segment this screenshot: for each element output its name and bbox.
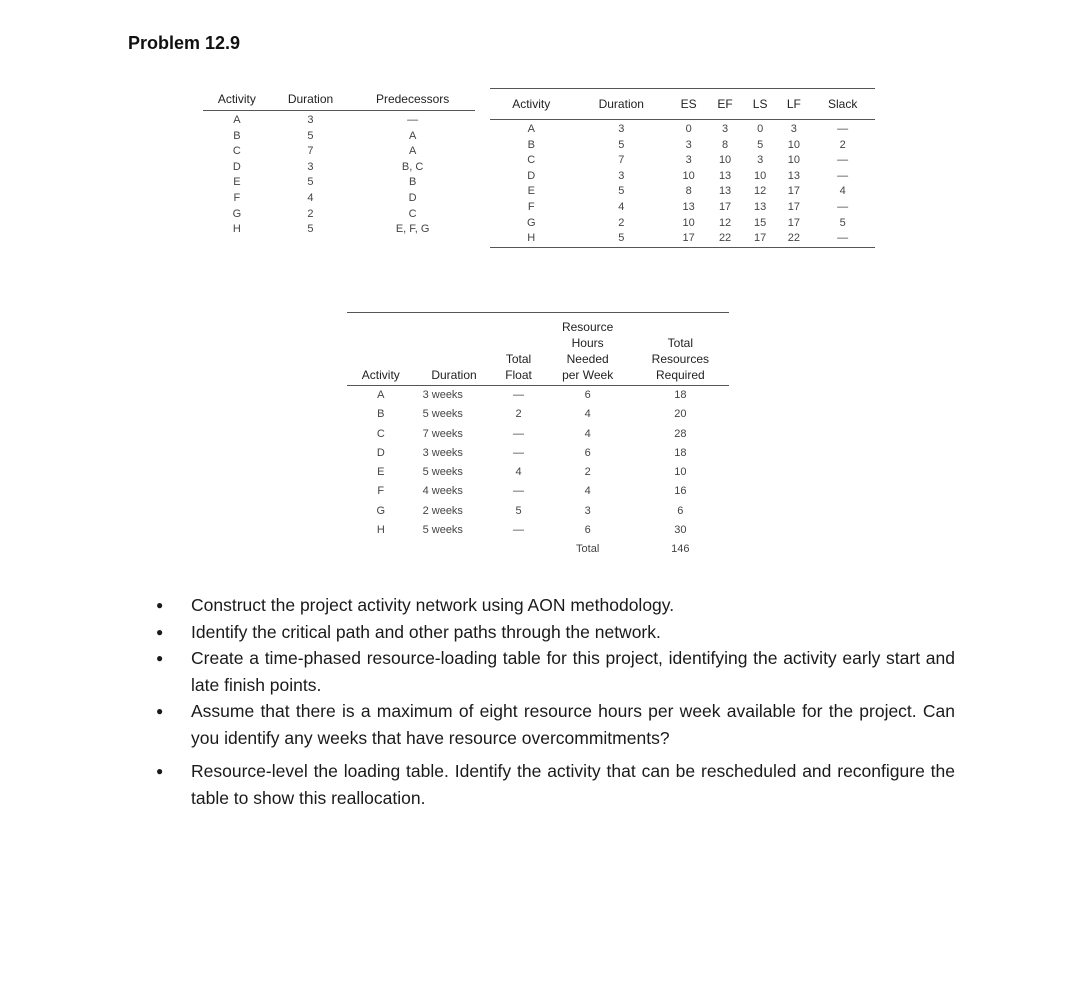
cell-total: 18 (674, 389, 687, 401)
header-lf: LF (777, 89, 810, 120)
cell-es: 17 (670, 231, 707, 247)
header-activity: Activity (490, 89, 572, 120)
cell-slack: 5 (839, 216, 846, 229)
header-es: ES (670, 89, 707, 120)
cell-es: 3 (685, 154, 692, 167)
cell-activity: H (232, 223, 241, 236)
cell-total: 28 (674, 427, 687, 440)
header-rh-line4: per Week (562, 368, 614, 382)
cell-ls: 13 (754, 200, 767, 213)
cell-duration: 3 (307, 114, 314, 126)
header-ls: LS (743, 89, 777, 120)
cell-total: 6 (677, 504, 684, 517)
header-duration: Duration (271, 88, 351, 111)
list-item: ● Assume that there is a maximum of eight resource hours per week available for the project. Can you identify any weeks that have resource overcommitments? (150, 698, 955, 751)
cell-lf: 17 (787, 200, 800, 213)
cell-lf: 3 (790, 123, 797, 135)
cell-activity: A (377, 389, 385, 401)
header-total-float-line1: Total (505, 352, 532, 366)
table-row (203, 222, 475, 238)
cell-float: 5 (515, 504, 522, 517)
task-list (150, 592, 955, 811)
header-total-float-line2: Float (505, 368, 532, 382)
page-title: Problem 12.9 (128, 33, 241, 53)
cell-ls: 17 (743, 231, 777, 247)
list-item: ● Identify the critical path and other paths through the network. (150, 619, 955, 646)
cell-predecessors: A (408, 145, 417, 158)
table-row (347, 405, 729, 424)
cell-duration: 4 weeks (422, 485, 463, 498)
cell-hours: 4 (584, 408, 591, 421)
table-row (347, 425, 729, 444)
cell-activity: D (232, 160, 241, 173)
cell-slack: — (837, 200, 849, 213)
list-item: ● Resource-level the loading table. Identify the activity that can be rescheduled and reconfigure the table to show this reallocation. (150, 758, 955, 811)
cell-es: 10 (682, 169, 695, 182)
cell-ef: 10 (718, 154, 732, 167)
cell-hours: 3 (584, 504, 591, 517)
cell-duration: 7 (307, 145, 314, 158)
cell-hours: 4 (584, 485, 591, 498)
header-ef: EF (707, 89, 743, 120)
table-row (203, 111, 475, 129)
header-predecessors: Predecessors (350, 88, 475, 111)
cell-duration: 3 (618, 169, 625, 182)
table-row (347, 482, 729, 501)
cell-es: 13 (682, 200, 695, 213)
cell-ls: 5 (757, 138, 764, 151)
cell-total: 18 (674, 446, 687, 459)
cell-predecessors: C (408, 207, 417, 220)
header-tr-line2: Resources (651, 352, 710, 366)
cell-lf: 10 (787, 154, 800, 167)
cell-ls: 10 (754, 169, 767, 182)
cell-activity: E (233, 176, 241, 189)
table-row (490, 231, 875, 247)
cell-activity: H (490, 231, 572, 247)
cell-activity: F (233, 191, 241, 204)
header-total-float (493, 313, 543, 386)
cell-ef: 13 (718, 185, 732, 198)
cell-activity: C (376, 427, 385, 440)
cell-slack: — (837, 169, 849, 182)
table-header-row (203, 88, 475, 111)
cell-float: — (513, 446, 525, 459)
cell-lf: 10 (787, 138, 800, 151)
cell-total: 10 (674, 466, 687, 479)
cell-activity: C (527, 154, 536, 167)
cell-ef: 22 (707, 231, 743, 247)
cell-duration: 7 weeks (422, 427, 463, 440)
predecessor-table (203, 88, 475, 238)
cell-predecessors: — (407, 114, 419, 126)
header-activity: Activity (203, 88, 271, 111)
cell-ef: 8 (722, 138, 729, 151)
cell-duration: 5 (618, 185, 625, 198)
cell-slack: — (837, 123, 849, 135)
cell-duration: 4 (307, 191, 314, 204)
table-row (203, 207, 475, 223)
table-row (203, 175, 475, 191)
cell-ls: 12 (754, 185, 767, 198)
cell-duration: 5 weeks (422, 408, 463, 421)
cell-total: 16 (674, 485, 687, 498)
cell-ef: 3 (722, 123, 729, 135)
cell-duration: 2 (307, 207, 314, 220)
table-row (203, 144, 475, 160)
cell-duration: 5 weeks (422, 524, 463, 537)
cell-duration: 5 (618, 138, 625, 151)
list-item: ● Construct the project activity network using AON methodology. (150, 592, 955, 619)
cell-slack: 2 (839, 138, 846, 151)
header-tr-line1: Total (667, 336, 694, 350)
total-value: 146 (671, 543, 690, 556)
cell-duration: 4 (618, 200, 625, 213)
table-row (490, 153, 875, 169)
cell-hours: 6 (584, 524, 591, 537)
table-row (490, 138, 875, 154)
cell-duration: 5 (307, 223, 314, 236)
header-rh-line3: Needed (566, 352, 609, 366)
header-total-resources (632, 313, 729, 386)
cell-slack: — (837, 154, 849, 167)
cell-activity: B (527, 138, 535, 151)
cell-duration: 5 (307, 176, 314, 189)
cell-activity: A (527, 123, 535, 135)
table-row (347, 444, 729, 463)
table-row (490, 169, 875, 185)
cell-predecessors: A (408, 129, 417, 142)
header-rh-line2: Hours (571, 336, 604, 350)
table-row (203, 191, 475, 207)
cell-predecessors: D (408, 191, 417, 204)
cell-float: — (513, 485, 525, 498)
table-row (490, 200, 875, 216)
cell-activity: B (233, 129, 241, 142)
cell-duration: 7 (618, 154, 625, 167)
cell-duration: 3 weeks (422, 446, 463, 459)
cell-activity: G (232, 207, 242, 220)
table-row (347, 521, 729, 540)
cell-float: 2 (515, 408, 522, 421)
header-resource-hours (544, 313, 632, 386)
resource-table (347, 312, 729, 558)
table-row (347, 463, 729, 482)
total-row (347, 540, 729, 558)
header-rh-line1: Resource (561, 320, 614, 334)
cell-slack: 4 (839, 185, 846, 198)
cell-hours: 4 (584, 427, 591, 440)
list-item: ● Create a time-phased resource-loading table for this project, identifying the activity early start and late finish points. (150, 645, 955, 698)
cell-duration: 5 (572, 231, 670, 247)
cell-es: 10 (682, 216, 695, 229)
total-label: Total (576, 543, 600, 556)
cell-duration: 3 (307, 160, 314, 173)
header-slack: Slack (810, 89, 875, 120)
cell-es: 3 (685, 138, 692, 151)
cell-total: 20 (674, 408, 687, 421)
cell-activity: F (377, 485, 385, 498)
cell-duration: 5 weeks (422, 466, 463, 479)
cell-float: — (513, 389, 525, 401)
header-activity: Activity (347, 313, 415, 386)
table-row (203, 129, 475, 145)
cell-es: 8 (685, 185, 692, 198)
cell-activity: D (527, 169, 536, 182)
cell-lf: 22 (777, 231, 810, 247)
cell-activity: G (526, 216, 536, 229)
cell-activity: D (376, 446, 385, 459)
cell-hours: 6 (584, 446, 591, 459)
cell-es: 0 (685, 123, 692, 135)
cell-predecessors: B (408, 176, 417, 189)
cell-slack: — (810, 231, 875, 247)
cell-hours: 2 (584, 466, 591, 479)
cell-predecessors: E, F, G (395, 223, 430, 236)
cell-total: 30 (674, 524, 687, 537)
cell-activity: C (232, 145, 241, 158)
table-row (490, 184, 875, 200)
cell-float: 4 (515, 466, 522, 479)
cell-activity: B (377, 408, 385, 421)
cell-duration: 2 weeks (422, 504, 463, 517)
table-row (490, 120, 875, 138)
cell-ef: 17 (718, 200, 732, 213)
header-duration: Duration (415, 313, 494, 386)
cell-activity: F (527, 200, 535, 213)
cell-predecessors: B, C (401, 160, 424, 173)
cell-activity: E (377, 466, 385, 479)
cell-hours: 6 (584, 389, 591, 401)
cell-activity: G (376, 504, 386, 517)
cell-float: — (513, 427, 525, 440)
cell-duration: 3 weeks (422, 389, 463, 401)
cell-ls: 0 (757, 123, 764, 135)
cell-float: — (513, 524, 525, 537)
table-header-row (347, 313, 729, 386)
cell-activity: A (233, 114, 241, 126)
table-row (347, 502, 729, 521)
cell-activity: H (376, 524, 385, 537)
cell-duration: 2 (618, 216, 625, 229)
table-row (490, 216, 875, 232)
cell-lf: 17 (787, 185, 800, 198)
table-header-row (490, 89, 875, 120)
cell-ef: 13 (718, 169, 732, 182)
cell-lf: 13 (787, 169, 800, 182)
cell-activity: E (527, 185, 535, 198)
cell-ls: 15 (754, 216, 767, 229)
cell-duration: 3 (618, 123, 625, 135)
cell-ls: 3 (757, 154, 764, 167)
cell-ef: 12 (718, 216, 732, 229)
header-tr-line3: Required (655, 368, 705, 382)
schedule-table (490, 88, 875, 248)
cell-duration: 5 (307, 129, 314, 142)
table-row (347, 386, 729, 406)
cell-lf: 17 (787, 216, 800, 229)
header-duration: Duration (572, 89, 670, 120)
table-row (203, 160, 475, 176)
